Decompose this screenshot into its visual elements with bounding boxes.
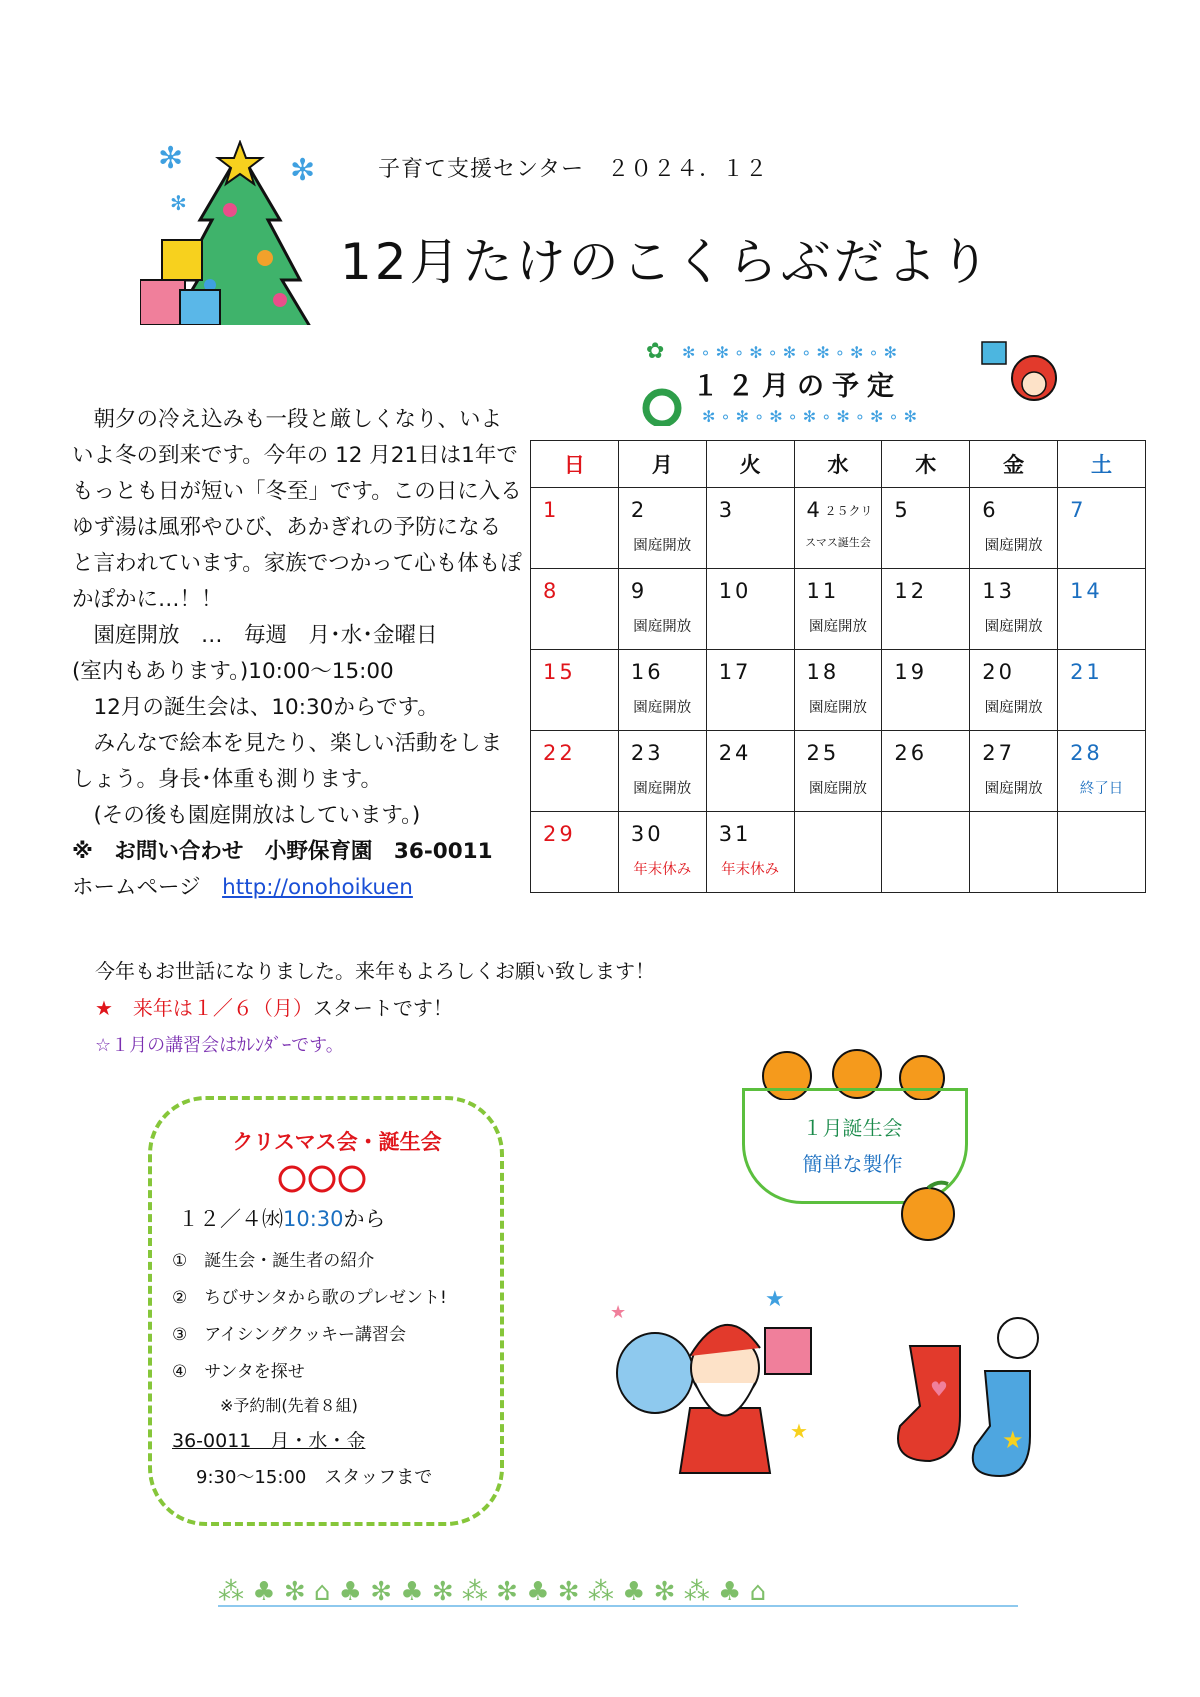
calendar-day-cell — [970, 569, 1058, 650]
party-item: ③ アイシングクッキー講習会 — [172, 1325, 406, 1345]
page-title: 12月たけのこくらぶだより — [340, 233, 993, 291]
svg-text:★: ★ — [1002, 1426, 1024, 1454]
day-number: 23 — [630, 741, 664, 765]
calendar-day-cell — [882, 812, 970, 893]
calendar-day-cell — [706, 569, 794, 650]
weekday-header: 土 — [1058, 441, 1146, 488]
day-number: 20 — [982, 660, 1015, 684]
calendar-day-cell — [618, 812, 706, 893]
day-event: 園庭開放 — [633, 781, 692, 797]
calendar-day-cell — [706, 488, 794, 569]
svg-text:♥: ♥ — [930, 1377, 948, 1401]
day-event: 園庭開放 — [984, 700, 1043, 716]
star-mark: ★ 来年は — [95, 996, 193, 1020]
day-number: 22 — [543, 741, 576, 765]
svg-text:✻: ✻ — [290, 153, 316, 188]
calendar-day-cell — [970, 650, 1058, 731]
orange-icon — [888, 1178, 968, 1244]
svg-text:✿: ✿ — [646, 339, 665, 364]
calendar-day-cell — [531, 488, 619, 569]
party-item: ④ サンタを探せ — [172, 1362, 305, 1382]
calendar-day-cell — [794, 731, 882, 812]
calendar-day-cell — [531, 731, 619, 812]
day-number: 17 — [718, 660, 752, 684]
day-event: 園庭開放 — [633, 538, 692, 554]
day-event: 園庭開放 — [808, 700, 867, 716]
santa-icon — [610, 1288, 820, 1478]
calendar-day-cell — [706, 812, 794, 893]
calendar-day-cell — [531, 650, 619, 731]
calendar-day-cell — [882, 650, 970, 731]
birthday-time: 12月の誕生会は、10:30からです。 — [72, 695, 439, 720]
party-hours: 9:30～15:00 スタッフまで — [196, 1467, 433, 1488]
party-title: クリスマス会・誕生会 — [232, 1130, 442, 1154]
calendar-day-cell — [1058, 569, 1146, 650]
svg-text:✻: ✻ — [158, 141, 184, 176]
svg-text:★: ★ — [765, 1288, 785, 1312]
start-text: スタートです！ — [312, 996, 453, 1020]
day-number: 16 — [630, 660, 664, 684]
closing-start-notice — [95, 990, 655, 1027]
calendar-week-row — [531, 650, 1146, 731]
day-number: 12 — [894, 579, 928, 603]
calendar-day-cell — [970, 812, 1058, 893]
christmas-party-content — [172, 1126, 502, 1495]
calendar-day-cell — [970, 488, 1058, 569]
weekday-header: 水 — [794, 441, 882, 488]
calendar-day-cell — [706, 650, 794, 731]
calendar-day-cell — [531, 569, 619, 650]
day-number: 18 — [806, 660, 840, 684]
closing-greeting: 今年もお世話になりました。来年もよろしくお願い致します！ — [95, 959, 655, 983]
day-number: 4 — [806, 498, 823, 522]
calendar-header-row — [531, 441, 1146, 488]
open-days: 園庭開放 … 毎週 月･水･金曜日 — [72, 623, 438, 648]
calendar-day-cell — [1058, 812, 1146, 893]
day-event: スマス誕生会 — [805, 536, 871, 549]
day-event: 園庭開放 — [633, 700, 692, 716]
january-box-text — [770, 1110, 935, 1182]
calendar-day-cell — [882, 731, 970, 812]
weekday-header: 木 — [882, 441, 970, 488]
day-number: 10 — [718, 579, 752, 603]
intro-text — [72, 402, 522, 906]
day-number: 7 — [1070, 498, 1087, 522]
calendar-day-cell — [882, 488, 970, 569]
day-event: 園庭開放 — [808, 781, 867, 797]
day-event: 終了日 — [1079, 781, 1124, 797]
day-number: 11 — [806, 579, 840, 603]
party-date — [178, 1203, 502, 1233]
day-number: 25 — [806, 741, 840, 765]
calendar-day-cell — [794, 488, 882, 569]
homepage-label: ホームページ — [72, 875, 223, 900]
calendar-day-cell — [618, 650, 706, 731]
party-time: 10:30 — [283, 1207, 344, 1231]
january-birthday: １月誕生会 — [802, 1116, 903, 1140]
svg-text:✻: ✻ — [170, 191, 187, 215]
stockings-icon — [890, 1296, 1070, 1486]
simple-craft: 簡単な製作 — [802, 1152, 903, 1176]
start-date: １／６（月） — [192, 996, 313, 1020]
open-hours: (室内もあります。)10:00～15:00 — [72, 659, 394, 684]
weekday-header: 月 — [618, 441, 706, 488]
day-number: 28 — [1070, 741, 1103, 765]
calendar-week-row — [531, 488, 1146, 569]
day-number: 14 — [1070, 579, 1103, 603]
homepage-link[interactable]: http://onohoikuen — [222, 875, 413, 900]
svg-text:★: ★ — [790, 1419, 808, 1443]
day-number: 8 — [543, 579, 560, 603]
day-number: 27 — [982, 741, 1015, 765]
weekday-header: 日 — [531, 441, 619, 488]
day-number: 30 — [630, 822, 664, 846]
day-number: 31 — [718, 822, 752, 846]
day-event: 園庭開放 — [984, 619, 1043, 635]
day-event: 年末休み — [721, 862, 780, 878]
svg-text:✻ ∘ ✻ ∘ ✻ ∘ ✻ ∘ ✻ ∘ ✻ ∘ ✻: ✻ ∘ ✻ ∘ ✻ ∘ ✻ ∘ ✻ ∘ ✻ ∘ ✻ — [682, 343, 897, 362]
calendar-day-cell — [882, 569, 970, 650]
party-date-prefix: １２／４㈬ — [178, 1207, 283, 1231]
calendar-week-row — [531, 812, 1146, 893]
closing-lines — [95, 953, 655, 1064]
calendar-day-cell — [1058, 650, 1146, 731]
party-item: ② ちびサンタから歌のプレゼント! — [172, 1288, 447, 1308]
calendar-week-row — [531, 731, 1146, 812]
day-event: 園庭開放 — [984, 781, 1043, 797]
day-number: 5 — [894, 498, 911, 522]
christmas-tree-icon — [140, 140, 330, 325]
day-number: 21 — [1070, 660, 1103, 684]
day-event-prefix: ２５クリ — [824, 504, 873, 518]
santa-faces-icon — [172, 1164, 502, 1194]
day-event: 園庭開放 — [984, 538, 1043, 554]
day-number: 6 — [982, 498, 999, 522]
day-number: 3 — [718, 498, 736, 522]
homepage-line — [72, 870, 522, 906]
day-number: 15 — [543, 660, 576, 684]
day-number: 13 — [982, 579, 1015, 603]
day-number: 19 — [894, 660, 928, 684]
after-note: (その後も園庭開放はしています。) — [72, 803, 421, 828]
calendar-day-cell — [794, 812, 882, 893]
day-number: 2 — [630, 498, 648, 522]
weekday-header: 金 — [970, 441, 1058, 488]
calendar-day-cell — [794, 650, 882, 731]
calendar-day-cell — [1058, 731, 1146, 812]
december-calendar — [530, 440, 1146, 893]
party-phone: 36-0011 月・水・金 — [172, 1430, 366, 1452]
reservation-note: ※予約制(先着８組) — [220, 1396, 358, 1415]
calendar-day-cell — [618, 488, 706, 569]
svg-text:⁂ ♣ ✻ ⌂ ♣ ✻ ♣ ✻ ⁂ ✻ ♣ ✻ ⁂ ♣ ✻: ⁂ ♣ ✻ ⌂ ♣ ✻ ♣ ✻ ⁂ ✻ ♣ ✻ ⁂ ♣ ✻ ⁂ ♣ ⌂ — [218, 1577, 767, 1607]
calendar-week-row — [531, 569, 1146, 650]
calendar-day-cell — [706, 731, 794, 812]
day-number: 26 — [894, 741, 928, 765]
party-item: ① 誕生会・誕生者の紹介 — [172, 1251, 375, 1271]
schedule-title: １２月の予定 — [692, 371, 902, 402]
day-number: 29 — [543, 822, 576, 846]
contact-line: ※ お問い合わせ 小野保育園 36-0011 — [72, 839, 493, 864]
day-number: 24 — [718, 741, 752, 765]
calendar-day-cell — [618, 569, 706, 650]
intro-paragraph: 朝夕の冷え込みも一段と厳しくなり、いよいよ冬の到来です。今年の 12 月21日は1年でもっとも日が短い「冬至」です。この日に入るゆず湯は風邪やひび、あかぎれの予防になると言われています。家族でつかって心も体もぽかぽかに…！！ — [72, 407, 522, 612]
weekday-header: 火 — [706, 441, 794, 488]
january-class-note: ☆１月の講習会はｶﾚﾝﾀﾞｰです。 — [95, 1035, 344, 1056]
calendar-day-cell — [970, 731, 1058, 812]
party-items — [172, 1243, 502, 1391]
winter-border-decoration — [218, 1560, 1018, 1610]
calendar-day-cell — [794, 569, 882, 650]
party-date-suffix: から — [343, 1207, 386, 1231]
day-event: 園庭開放 — [808, 619, 867, 635]
day-event: 年末休み — [633, 862, 692, 878]
calendar-day-cell — [618, 731, 706, 812]
activity-text: みんなで絵本を見たり、楽しい活動をしましょう。身長･体重も測ります。 — [72, 731, 503, 792]
day-event: 園庭開放 — [633, 619, 692, 635]
org-line: 子育て支援センター ２０２４．１２ — [378, 157, 769, 182]
day-number: 9 — [630, 579, 648, 603]
svg-text:✻ ∘ ✻ ∘ ✻ ∘ ✻ ∘ ✻ ∘ ✻ ∘ ✻: ✻ ∘ ✻ ∘ ✻ ∘ ✻ ∘ ✻ ∘ ✻ ∘ ✻ — [702, 407, 917, 426]
calendar-day-cell — [1058, 488, 1146, 569]
svg-text:★: ★ — [610, 1302, 627, 1323]
day-number: 1 — [543, 498, 560, 522]
calendar-day-cell — [531, 812, 619, 893]
